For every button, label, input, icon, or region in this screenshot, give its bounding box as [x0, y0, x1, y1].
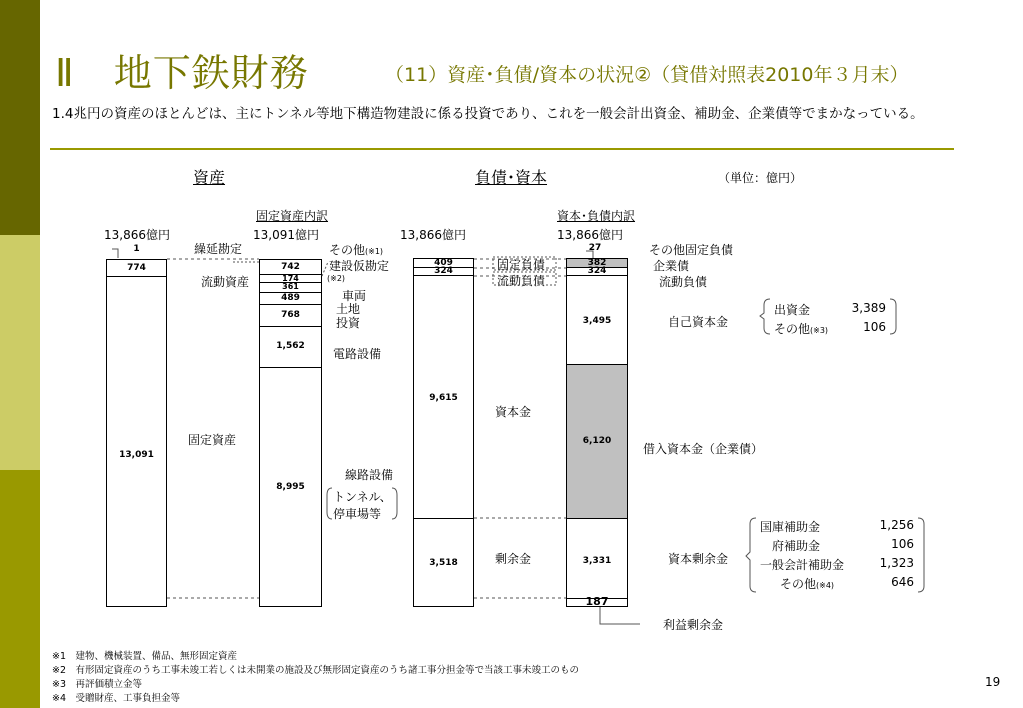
surplus-item-0-value: 1,256 — [879, 518, 914, 532]
surplus-item-2-label: 一般会計補助金 — [760, 558, 845, 572]
fixed-breakdown-title: 固定資産内訳 — [256, 209, 329, 223]
label-other-text: その他 — [329, 243, 366, 257]
surplus-item-3-note: (※4) — [816, 581, 835, 590]
label-current-liab: 流動負債 — [497, 274, 546, 288]
label-track: 線路設備 — [345, 468, 394, 482]
heading-liabilities: 負債･資本 — [475, 168, 548, 187]
label-investment: 投資 — [336, 316, 361, 330]
cap-value-0: 27 — [588, 243, 602, 253]
cap-value-4: 6,120 — [582, 436, 612, 446]
surplus-item-3-label: その他 — [780, 577, 817, 591]
label-construction: 建設仮勘定 — [329, 259, 390, 273]
label-earned-surplus: 利益剰余金 — [663, 618, 724, 632]
label-tunnel-2: 停車場等 — [333, 507, 382, 521]
footnote-1: ※1 建物、機械装置、備品、無形固定資産 — [52, 651, 238, 662]
footnote-3: ※3 再評価積立金等 — [52, 679, 143, 690]
assets-current-value: 774 — [127, 263, 146, 273]
heading-assets: 資産 — [193, 168, 226, 187]
page-subtitle: （11）資産･負債/資本の状況②（貸借対照表2010年３月末） — [385, 64, 909, 86]
own-item-1-label: その他 — [774, 322, 811, 336]
surplus-item-1-label: 府補助金 — [772, 539, 821, 553]
own-item-1-value: 106 — [863, 320, 886, 334]
own-item-0-value: 3,389 — [851, 301, 886, 315]
cap-value-1: 382 — [587, 258, 607, 268]
capital-total: 13,866億円 — [557, 228, 623, 242]
fixed-total: 13,091億円 — [253, 228, 319, 242]
intro-text: 1.4兆円の資産のほとんどは、主にトンネル等地下構造物建設に係る投資であり、これを一般会計出資金、補助金、企業債等でまかなっている。 — [52, 106, 924, 122]
earned-surplus-leader — [600, 607, 640, 624]
liab-value-0: 409 — [434, 258, 453, 268]
label-other-note: (※1) — [365, 247, 384, 256]
cap-value-3: 3,495 — [582, 316, 612, 326]
label-own-capital: 自己資本金 — [668, 315, 729, 329]
liab-value-3: 3,518 — [429, 558, 458, 568]
page-title: Ⅱ 地下鉄財務 — [55, 51, 309, 95]
unit-label: （単位：億円） — [718, 171, 803, 185]
fixed-value-0: 742 — [281, 262, 300, 272]
assets-deferred-value: 1 — [133, 244, 140, 254]
assets-total: 13,866億円 — [104, 228, 170, 242]
fixed-value-2: 361 — [282, 282, 299, 291]
label-tunnel-1: トンネル、 — [333, 490, 392, 504]
liab-value-2: 9,615 — [429, 393, 458, 403]
cap-value-2: 324 — [587, 266, 607, 276]
label-deferred: 繰延勘定 — [194, 242, 243, 256]
label-cap-current-liab: 流動負債 — [659, 275, 708, 289]
own-item-1-note: (※3) — [810, 326, 829, 335]
own-capital-brace — [760, 299, 770, 334]
surplus-item-2-value: 1,323 — [879, 556, 914, 570]
label-fixed-assets: 固定資産 — [188, 433, 237, 447]
other-fixed-bracket — [586, 251, 593, 258]
liabilities-total: 13,866億円 — [400, 228, 466, 242]
label-capital: 資本金 — [495, 405, 532, 419]
fixed-value-5: 1,562 — [276, 341, 305, 351]
cap-value-6: 187 — [585, 595, 609, 608]
surplus-item-3-value: 646 — [891, 575, 914, 589]
label-bonds: 企業債 — [653, 259, 690, 273]
label-current-assets: 流動資産 — [201, 275, 250, 289]
current-liab-dashed-box — [493, 272, 556, 285]
label-construction-note: (※2) — [327, 274, 346, 283]
label-surplus: 剰余金 — [495, 552, 532, 566]
label-vehicle: 車両 — [342, 289, 367, 303]
surplus-item-1-value: 106 — [891, 537, 914, 551]
footnote-2: ※2 有形固定資産のうち工事未竣工若しくは未開業の施設及び無形固定資産のうち諸工事分担金等で当該工事未竣工のもの — [52, 665, 580, 676]
label-capital-surplus: 資本剰余金 — [668, 552, 729, 566]
page-number: 19 — [985, 675, 1001, 689]
capital-breakdown-title: 資本･負債内訳 — [557, 209, 636, 223]
fixed-value-6: 8,995 — [276, 482, 305, 492]
fixed-value-1: 174 — [282, 274, 299, 283]
footnote-4: ※4 受贈財産、工事負担金等 — [52, 693, 181, 704]
deferred-bracket — [112, 249, 118, 258]
label-electric: 電路設備 — [333, 347, 382, 361]
label-land: 土地 — [336, 302, 361, 316]
liab-value-1: 324 — [434, 266, 453, 276]
label-fixed-liab: 固定負債 — [497, 258, 546, 272]
own-item-0-label: 出資金 — [774, 303, 811, 317]
cap-value-5: 3,331 — [582, 556, 612, 566]
fixed-value-4: 768 — [281, 310, 300, 320]
surplus-item-0-label: 国庫補助金 — [760, 520, 821, 534]
assets-fixed-value: 13,091 — [119, 450, 154, 460]
label-other-fixed-liab: その他固定負債 — [649, 243, 734, 257]
construction-connector — [322, 262, 328, 276]
label-borrowed-capital: 借入資本金（企業債） — [643, 442, 764, 456]
surplus-brace — [746, 518, 756, 592]
fixed-value-3: 489 — [281, 293, 300, 303]
